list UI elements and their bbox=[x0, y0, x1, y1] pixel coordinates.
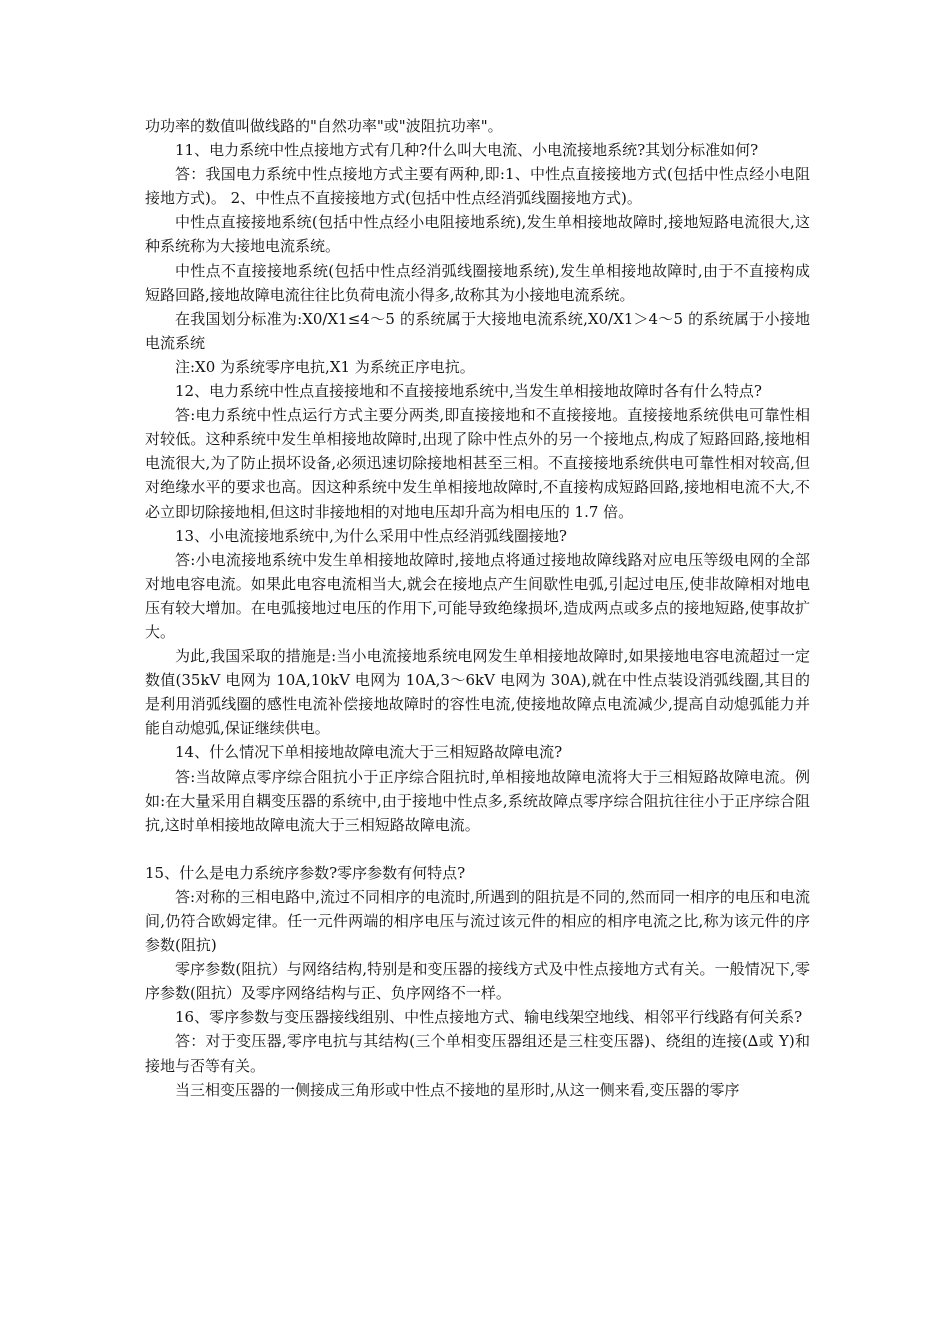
answer-13: 答:小电流接地系统中发生单相接地故障时,接地点将通过接地故障线路对应电压等级电网的全部对地电容电流。如果此电容电流相当大,就会在接地点产生间歇性电弧,引起过电压,使非故障相对地电压有较大增加。在电弧接地过电压的作用下,可能导致绝缘损坏,造成两点或多点的接地短路,使事故扩大。 bbox=[145, 550, 810, 641]
paragraph-transformer: 当三相变压器的一侧接成三角形或中性点不接地的星形时,从这一侧来看,变压器的零序 bbox=[175, 1080, 740, 1099]
answer-14: 答:当故障点零序综合阻抗小于正序综合阻抗时,单相接地故障电流将大于三相短路故障电流。例如:在大量采用自耦变压器的系统中,由于接地中性点多,系统故障点零序综合阻抗往往小于正序综合阻抗,这时单相接地故障电流大于三相短路故障电流。 bbox=[145, 767, 810, 834]
document-page bbox=[145, 114, 810, 1102]
paragraph-measures: 为此,我国采取的措施是:当小电流接地系统电网发生单相接地故障时,如果接地电容电流超过一定数值(35kV 电网为 10A,10kV 电网为 10A,3～6kV 电网为 30A),就在中性点装设消弧线圈,其目的是利用消弧线圈的感性电流补偿接地故障时的容性电流,使接地故障点电流减少,提高自动熄弧能力并能自动熄弧,保证继续供电。 bbox=[145, 647, 810, 738]
blank-line bbox=[145, 837, 810, 861]
question-11: 11、电力系统中性点接地方式有几种?什么叫大电流、小电流接地系统?其划分标准如何? bbox=[175, 141, 759, 160]
answer-11: 答：我国电力系统中性点接地方式主要有两种,即:1、中性点直接接地方式(包括中性点经小电阻接地方式)。 2、中性点不直接接地方式(包括中性点经消弧线圈接地方式)。 bbox=[145, 165, 810, 208]
answer-12: 答:电力系统中性点运行方式主要分两类,即直接接地和不直接接地。直接接地系统供电可靠性相对较低。这种系统中发生单相接地故障时,出现了除中性点外的另一个接地点,构成了短路回路,接地相电流很大,为了防止损坏设备,必须迅速切除接地相甚至三相。不直接接地系统供电可靠性相对较高,但对绝缘水平的要求也高。因这种系统中发生单相接地故障时,不直接构成短路回路,接地相电流不大,不必立即切除接地相,但这时非接地相的对地电压却升高为相电压的 1.7 倍。 bbox=[145, 406, 810, 521]
question-13: 13、小电流接地系统中,为什么采用中性点经消弧线圈接地? bbox=[175, 526, 567, 545]
paragraph-note: 注:X0 为系统零序电抗,X1 为系统正序电抗。 bbox=[175, 357, 475, 376]
answer-15: 答:对称的三相电路中,流过不同相序的电流时,所遇到的阻抗是不同的,然而同一相序的电压和电流间,仍符合欧姆定律。任一元件两端的相序电压与流过该元件的相应的相序电流之比,称为该元件的序参数(阻抗) bbox=[145, 887, 810, 955]
paragraph-indirect-grounding: 中性点不直接接地系统(包括中性点经消弧线圈接地系统),发生单相接地故障时,由于不直接构成短路回路,接地故障电流往往比负荷电流小得多,故称其为小接地电流系统。 bbox=[145, 261, 810, 304]
paragraph-zero-sequence: 零序参数(阻抗）与网络结构,特别是和变压器的接线方式及中性点接地方式有关。一般情况下,零序参数(阻抗）及零序网络结构与正、负序网络不一样。 bbox=[145, 960, 810, 1003]
paragraph-0: 功功率的数值叫做线路的"自然功率"或"波阻抗功率"。 bbox=[145, 117, 503, 135]
question-12: 12、电力系统中性点直接接地和不直接接地系统中,当发生单相接地故障时各有什么特点? bbox=[175, 382, 762, 401]
question-14: 14、什么情况下单相接地故障电流大于三相短路故障电流? bbox=[175, 743, 563, 762]
question-16: 16、零序参数与变压器接线组别、中性点接地方式、输电线架空地线、相邻平行线路有何关系? bbox=[175, 1008, 803, 1027]
paragraph-direct-grounding: 中性点直接接地系统(包括中性点经小电阻接地系统),发生单相接地故障时,接地短路电流很大,这种系统称为大接地电流系统。 bbox=[145, 213, 810, 256]
answer-16: 答：对于变压器,零序电抗与其结构(三个单相变压器组还是三柱变压器)、绕组的连接(∆或 Y)和接地与否等有关。 bbox=[145, 1032, 810, 1075]
paragraph-standard: 在我国划分标准为:X0/X1≤4～5 的系统属于大接地电流系统,X0/X1＞4～5 的系统属于小接地电流系统 bbox=[145, 309, 810, 352]
question-15: 15、什么是电力系统序参数?零序参数有何特点? bbox=[145, 863, 466, 882]
